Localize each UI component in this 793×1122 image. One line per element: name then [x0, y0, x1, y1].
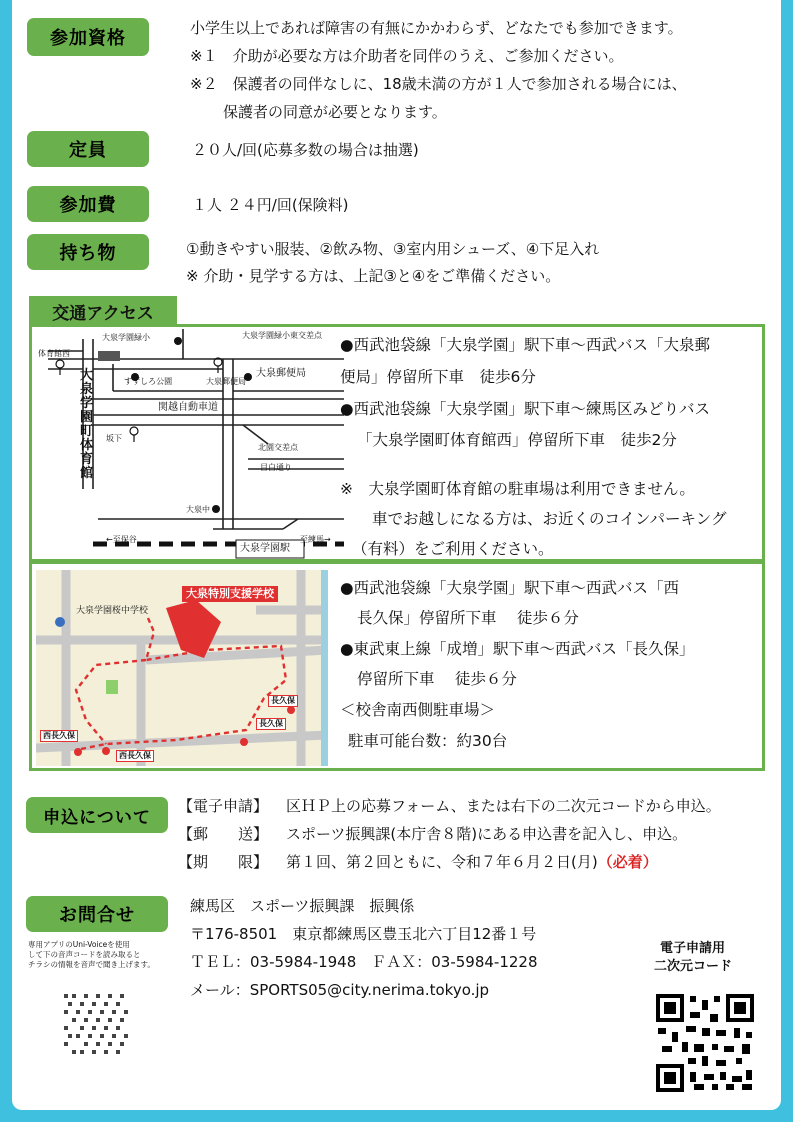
- map1-station: 大泉学園駅: [240, 543, 290, 554]
- map2-stop-2: 長久保: [256, 718, 286, 730]
- route-1b: 便局」停留所下車 徒歩6分: [340, 368, 536, 386]
- voice-code-image: [62, 992, 130, 1060]
- fee-label: 参加費: [27, 186, 149, 222]
- apply-deadline-value: [286, 848, 658, 876]
- map1-kitazono: 北園交差点: [258, 443, 298, 452]
- map1-jhs: 大泉中: [186, 505, 210, 514]
- access-box-1: [29, 324, 765, 562]
- parking-count: 駐車可能台数：約30台: [348, 732, 508, 750]
- map1-slope: 坂下: [106, 434, 122, 443]
- belongings-label: 持ち物: [27, 234, 149, 270]
- voice-note-2: して下の音声コードを読み取ると: [28, 950, 141, 959]
- map2-stop-3: 西長久保: [40, 730, 78, 742]
- access-label: 交通アクセス: [29, 296, 177, 326]
- contact-dept: 練馬区 スポーツ振興課 振興係: [190, 897, 415, 915]
- voice-note-1: 専用アプリのUni-Voiceを使用: [28, 940, 130, 949]
- map1-to-nerima: 至練馬→: [300, 535, 331, 544]
- map1-gym: 大泉学園町体育館: [80, 368, 94, 481]
- route-2b: 「大泉学園町体育館西」停留所下車 徒歩2分: [357, 431, 677, 449]
- apply-deadline-key: 【期 限】: [178, 853, 269, 871]
- access-box-2: [29, 561, 765, 771]
- contact-mail: メール：SPORTS05@city.nerima.tokyo.jp: [190, 981, 490, 999]
- qualification-text: 小学生以上であれば障害の有無にかかわらず、どなたでも参加できます。: [190, 19, 683, 37]
- map2-stop-4: 西長久保: [116, 750, 154, 762]
- parking-heading: ＜校舎南西側駐車場＞: [340, 701, 496, 719]
- apply-mail-value: スポーツ振興課(本庁舎８階)にある申込書を記入し、申込。: [286, 825, 688, 843]
- route-3a: ●西武池袋線「大泉学園」駅下車～西武バス「西: [340, 579, 680, 597]
- access-map-1: [38, 329, 344, 559]
- flyer-page: [12, 0, 781, 1110]
- qualification-label: 参加資格: [27, 18, 149, 56]
- map1-post-bus: 大泉郵便局: [206, 377, 246, 386]
- access-note-1a: ※ 大泉学園町体育館の駐車場は利用できません。: [340, 480, 695, 498]
- map1-expressway: 関越自動車道: [158, 402, 218, 413]
- access-map-2: [36, 570, 328, 766]
- contact-label: お問合せ: [26, 896, 168, 932]
- qr-caption-2: 二次元コード: [654, 959, 733, 974]
- qualification-note-1: ※１ 介助が必要な方は介助者を同伴のうえ、ご参加ください。: [190, 47, 624, 65]
- qualification-note-2b: 保護者の同意が必要となります。: [223, 103, 447, 121]
- route-3b: 長久保」停留所下車 徒歩６分: [357, 609, 579, 627]
- capacity-value: ２０人/回(応募多数の場合は抽選): [192, 141, 419, 159]
- belongings-line-2: ※ 介助・見学する方は、上記③と④をご準備ください。: [186, 267, 561, 285]
- application-qr-code[interactable]: [656, 994, 754, 1092]
- access-note-1c: （有料）をご利用ください。: [352, 540, 554, 558]
- qr-caption-1: 電子申請用: [660, 941, 726, 956]
- apply-mail-key: 【郵 送】: [178, 825, 269, 843]
- contact-address: 〒176-8501 東京都練馬区豊玉北六丁目12番１号: [190, 925, 537, 943]
- map1-north-ps: 大泉学園緑小: [102, 333, 150, 342]
- map1-park: すずしろ公園: [124, 377, 173, 386]
- deadline-date: 第１回、第２回ともに、令和７年６月２日(月): [286, 853, 598, 871]
- map1-post: 大泉郵便局: [256, 368, 306, 379]
- access-note-1b: 車でお越しになる方は、お近くのコインパーキング: [372, 510, 727, 528]
- map1-cross-east: 大泉学園緑小東交差点: [242, 331, 322, 340]
- route-4b: 停留所下車 徒歩６分: [357, 670, 517, 688]
- qualification-note-2a: ※２ 保護者の同伴なしに、18歳未満の方が１人で参加される場合には、: [190, 75, 687, 93]
- contact-tel-fax: ＴＥＬ：03-5984-1948 ＦＡＸ：03-5984-1228: [190, 953, 538, 971]
- capacity-label: 定員: [27, 131, 149, 167]
- apply-label: 申込について: [26, 797, 168, 833]
- apply-electronic-value: 区ＨＰ上の応募フォーム、または右下の二次元コードから申込。: [286, 797, 721, 815]
- map2-jhs: 大泉学園桜中学校: [76, 606, 149, 616]
- route-2a: ●西武池袋線「大泉学園」駅下車～練馬区みどりバス: [340, 400, 711, 418]
- fee-value: １人 ２４円/回(保険料): [192, 196, 349, 214]
- apply-electronic-key: 【電子申請】: [178, 797, 269, 815]
- map1-to-hoya: ←至保谷: [106, 535, 137, 544]
- map1-gym-west: 体育館西: [38, 349, 70, 358]
- deadline-note: （必着）: [597, 853, 658, 871]
- map2-school: 大泉特別支援学校: [182, 586, 278, 602]
- voice-note-3: チラシの情報を音声で聞き上げます。: [28, 960, 155, 969]
- route-4a: ●東武東上線「成増」駅下車～西武バス「長久保」: [340, 640, 695, 658]
- route-1a: ●西武池袋線「大泉学園」駅下車～西武バス「大泉郵: [340, 336, 711, 354]
- belongings-line-1: ①動きやすい服装、②飲み物、③室内用シューズ、④下足入れ: [186, 240, 600, 258]
- map2-stop-1: 長久保: [268, 695, 298, 707]
- map1-mejiro: 目白通り: [260, 463, 292, 472]
